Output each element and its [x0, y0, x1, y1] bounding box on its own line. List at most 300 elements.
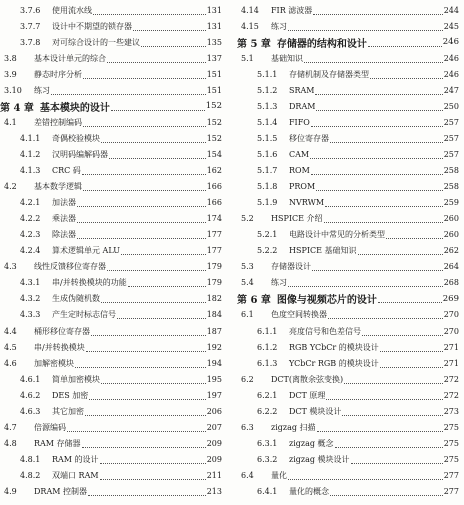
dot-leader	[380, 366, 443, 368]
toc-entry-page: 184	[206, 310, 222, 320]
dot-leader	[91, 334, 206, 336]
toc-entry-page: 272	[443, 374, 459, 384]
toc-entry	[237, 66, 459, 82]
dot-leader	[324, 221, 443, 223]
toc-entry-page: 179	[206, 278, 222, 288]
dot-leader	[101, 382, 206, 384]
dot-leader	[77, 205, 206, 207]
dot-leader	[368, 45, 442, 47]
toc-entry-number: 4.1	[4, 117, 17, 127]
toc-entry	[237, 163, 459, 179]
dot-leader	[121, 253, 206, 255]
toc-entry-title: 其它加密	[52, 406, 84, 416]
toc-entry-number: 6.1	[241, 310, 254, 320]
toc-entry-title: 量化	[271, 470, 287, 480]
toc-entry-title: FIFO	[289, 117, 310, 127]
toc-entry-number: 5.1.5	[257, 133, 278, 143]
dot-leader	[107, 269, 206, 271]
toc-entry-title: 量化的概念	[289, 487, 329, 496]
toc-entry-page: 268	[443, 278, 459, 288]
toc-entry	[0, 227, 222, 243]
dot-leader	[88, 494, 206, 496]
toc-entry-title: zigzag 模块设计	[289, 454, 350, 464]
toc-entry-number: 5.2.2	[257, 246, 278, 256]
toc-entry-title: RAM 存储器	[34, 438, 81, 448]
toc-entry-number: 4.1.1	[20, 133, 41, 143]
toc-entry-number: 4.7	[4, 422, 17, 432]
toc-entry	[0, 451, 222, 467]
toc-entry-page: 174	[206, 214, 222, 224]
toc-entry-page: 177	[206, 246, 222, 256]
toc-entry-number: 6.3.1	[257, 438, 278, 448]
toc-entry-page: 246	[443, 69, 459, 79]
dot-leader	[83, 125, 206, 127]
toc-entry-title: 线性反馈移位寄存器	[34, 262, 106, 272]
toc-entry-page: 192	[206, 342, 222, 352]
toc-entry-title: 存储器设计	[271, 262, 311, 272]
toc-entry-title: 电路设计中常见的分析类型	[289, 230, 385, 240]
toc-entry-page: 137	[206, 53, 222, 63]
toc-entry-title: 基础知识	[271, 53, 303, 63]
toc-entry-title: 加法器	[52, 198, 76, 208]
toc-entry-number: 6.2.2	[257, 406, 278, 416]
toc-entry	[237, 307, 459, 323]
toc-entry	[0, 371, 222, 387]
toc-entry	[237, 387, 459, 403]
toc-entry-title: 除法器	[52, 230, 76, 240]
toc-entry	[0, 403, 222, 419]
toc-entry-title: HSPICE 介绍	[271, 214, 323, 224]
toc-entry-number: 5.1	[241, 53, 254, 63]
toc-entry-page: 275	[443, 438, 459, 448]
toc-entry-number: 4.6.1	[20, 374, 41, 384]
toc-entry-number: 3.10	[4, 85, 22, 95]
toc-entry-number: 4.3.3	[20, 310, 41, 320]
toc-entry-page: 257	[443, 133, 459, 143]
toc-entry-title: HSPICE 基础知识	[289, 246, 357, 256]
toc-entry	[0, 339, 222, 355]
toc-entry	[237, 243, 459, 259]
toc-entry-title: RGB YCbCr 的模块设计	[289, 342, 379, 352]
toc-entry-page: 258	[443, 182, 459, 192]
dot-leader	[342, 414, 442, 416]
dot-leader	[128, 285, 206, 287]
toc-entry-page: 207	[206, 422, 222, 432]
toc-entry-page: 209	[206, 438, 222, 448]
toc-entry-number: 5.2.1	[257, 230, 278, 240]
toc-entry	[0, 211, 222, 227]
toc-entry-page: 151	[206, 85, 222, 95]
toc-entry-number: 4.3	[4, 262, 17, 272]
dot-leader	[111, 109, 205, 111]
toc-entry-title: 算术逻辑单元 ALU	[52, 246, 120, 256]
toc-entry-title: 倍源编码	[34, 422, 66, 432]
toc-entry	[0, 114, 222, 130]
toc-entry-title: 乘法器	[52, 214, 76, 224]
toc-entry	[237, 371, 459, 387]
dot-leader	[288, 478, 443, 480]
toc-entry-page: 182	[206, 294, 222, 304]
toc-entry-page: 154	[206, 149, 222, 159]
toc-entry-title: 桶形移位寄存器	[34, 326, 90, 336]
toc-entry-page: 275	[443, 422, 459, 432]
toc-entry-number: 4.1.3	[20, 166, 41, 175]
toc-entry-number: 6.1.2	[257, 342, 278, 352]
toc-entry-number: 第 6 章	[237, 295, 271, 307]
dot-leader	[315, 93, 442, 95]
toc-entry-number: 4.15	[241, 21, 259, 31]
toc-entry-title: 存储机制及存储器类型	[289, 69, 369, 79]
toc-entry-title: PROM	[289, 182, 316, 192]
toc-entry	[237, 419, 459, 435]
dot-leader	[378, 301, 442, 303]
dot-leader	[100, 478, 206, 480]
toc-entry	[237, 114, 459, 130]
toc-entry	[237, 195, 459, 211]
toc-entry-title: SRAM	[289, 85, 315, 95]
toc-entry	[0, 146, 222, 162]
toc-entry-page: 195	[206, 374, 222, 384]
toc-chapter-entry	[237, 34, 459, 50]
toc-entry-page: 272	[443, 390, 459, 400]
toc-entry-title: 串/并转换模块的功能	[52, 278, 127, 288]
toc-entry-page: 209	[206, 454, 222, 464]
toc-entry-number: 3.9	[4, 69, 17, 79]
toc-entry-number: 5.1.6	[257, 149, 278, 159]
toc-entry-number: 4.5	[4, 342, 17, 352]
toc-entry-number: 6.1.1	[257, 326, 278, 336]
toc-entry	[0, 419, 222, 435]
toc-entry	[0, 484, 222, 500]
dot-leader	[316, 109, 442, 111]
toc-entry-title: 基本数学逻辑	[34, 182, 82, 192]
toc-entry-number: 4.8	[4, 438, 17, 448]
toc-entry	[0, 130, 222, 146]
toc-entry-title: 双端口 RAM	[52, 470, 99, 480]
toc-entry	[0, 435, 222, 451]
toc-entry	[0, 355, 222, 371]
toc-entry-title: 设计中不期望的锁存器	[52, 21, 132, 31]
toc-entry-title: 加解密模块	[34, 358, 74, 368]
toc-entry-page: 260	[443, 214, 459, 224]
toc-entry-title: CAM	[289, 149, 310, 159]
toc-entry	[237, 50, 459, 66]
toc-entry-page: 257	[443, 117, 459, 127]
toc-entry	[237, 130, 459, 146]
dot-leader	[86, 350, 206, 352]
dot-leader	[304, 61, 443, 63]
toc-entry-title: RAM 的设计	[52, 454, 99, 464]
toc-entry-page: 166	[206, 182, 222, 192]
dot-leader	[141, 45, 206, 47]
toc-entry-number: 4.14	[241, 5, 259, 15]
dot-leader	[288, 29, 443, 31]
toc-entry	[0, 179, 222, 195]
toc-entry-page: 166	[206, 198, 222, 208]
toc-entry-title: NVRWM	[289, 198, 325, 208]
toc-entry	[237, 403, 459, 419]
toc-entry	[0, 291, 222, 307]
dot-leader	[311, 125, 443, 127]
toc-entry	[0, 18, 222, 34]
toc-entry-page: 250	[443, 101, 459, 111]
toc-entry-page: 152	[205, 101, 222, 112]
toc-entry-page: 257	[443, 149, 459, 159]
toc-entry	[0, 323, 222, 339]
toc-entry	[237, 179, 459, 195]
toc-entry-number: 5.1.9	[257, 198, 278, 208]
toc-entry-title: 奇偶校验模块	[52, 133, 100, 143]
toc-entry-page: 260	[443, 230, 459, 240]
toc-entry	[0, 387, 222, 403]
toc-entry-page: 197	[206, 390, 222, 400]
dot-leader	[330, 494, 443, 496]
toc-entry-page: 247	[443, 85, 459, 95]
toc-entry-page: 179	[206, 262, 222, 272]
toc-entry	[237, 227, 459, 243]
toc-entry-page: 194	[206, 358, 222, 368]
toc-entry-page: 271	[443, 358, 459, 368]
toc-entry-number: 5.1.4	[257, 117, 278, 127]
toc-entry	[0, 163, 222, 179]
toc-entry-number: 4.3.1	[20, 278, 41, 288]
toc-entry	[0, 243, 222, 259]
dot-leader	[328, 317, 443, 319]
toc-entry	[237, 339, 459, 355]
toc-entry	[237, 146, 459, 162]
toc-entry-number: 6.2	[241, 374, 254, 384]
toc-entry-number: 第 5 章	[237, 38, 271, 50]
toc-entry-page: 135	[206, 37, 222, 47]
dot-leader	[77, 237, 206, 239]
toc-entry	[237, 467, 459, 483]
dot-leader	[82, 446, 206, 448]
toc-entry-title: FIR 滤波器	[271, 5, 313, 15]
toc-entry	[237, 82, 459, 98]
toc-entry-title: 练习	[34, 85, 50, 95]
toc-entry	[237, 98, 459, 114]
toc-entry	[0, 195, 222, 211]
toc-entry-title: zigzag 概念	[289, 438, 334, 448]
toc-entry	[0, 259, 222, 275]
toc-entry	[0, 2, 222, 18]
toc-entry	[0, 275, 222, 291]
dot-leader	[344, 382, 443, 384]
toc-entry-title: 基本设计单元的综合	[34, 53, 106, 63]
toc-entry-page: 213	[206, 487, 222, 496]
toc-entry-page: 177	[206, 230, 222, 240]
toc-entry-number: 6.4	[241, 470, 254, 480]
dot-leader	[362, 334, 443, 336]
toc-entry-title: 移位寄存器	[289, 133, 329, 143]
dot-leader	[358, 253, 443, 255]
toc-entry-page: 246	[442, 37, 459, 48]
toc-entry-number: 5.1.7	[257, 166, 278, 175]
dot-leader	[83, 189, 206, 191]
dot-leader	[51, 93, 206, 95]
toc-entry-number: 5.4	[241, 278, 254, 288]
toc-entry	[237, 275, 459, 291]
dot-leader	[310, 157, 443, 159]
toc-entry-page: 269	[442, 293, 459, 304]
toc-entry-page: 246	[443, 53, 459, 63]
toc-entry-number: 4.6.2	[20, 390, 41, 400]
toc-entry-page: 162	[206, 166, 222, 175]
toc-entry-title: 色度空间转换器	[271, 310, 327, 320]
toc-entry	[0, 467, 222, 483]
dot-leader	[75, 366, 206, 368]
toc-entry-number: 3.7.6	[20, 5, 41, 15]
toc-entry-title: ROM	[289, 166, 310, 175]
toc-entry-title: CRC 码	[52, 166, 81, 175]
toc-entry	[0, 82, 222, 98]
toc-entry-page: 152	[206, 133, 222, 143]
dot-leader	[85, 414, 206, 416]
dot-leader	[89, 398, 205, 400]
toc-entry-title: DRAM 控制器	[34, 487, 87, 496]
toc-entry-title: 存储器的结构和设计	[276, 38, 367, 50]
toc-entry-title: 简单加密模块	[52, 374, 100, 384]
toc-entry-page: 131	[206, 21, 222, 31]
dot-leader	[109, 157, 206, 159]
dot-leader	[316, 189, 443, 191]
dot-leader	[313, 13, 442, 15]
toc-entry-title: 练习	[271, 21, 287, 31]
toc-entry-title: 生成伪随机数	[52, 294, 100, 304]
toc-entry-number: 6.3.2	[257, 454, 278, 464]
toc-entry-page: 271	[443, 342, 459, 352]
toc-entry-number: 4.2	[4, 182, 17, 192]
toc-entry-number: 5.3	[241, 262, 254, 272]
dot-leader	[370, 77, 443, 79]
toc-entry-page: 131	[206, 5, 222, 15]
toc-entry-number: 6.3	[241, 422, 254, 432]
toc-entry-number: 6.2.1	[257, 390, 278, 400]
toc-entry-number: 4.4	[4, 326, 17, 336]
toc-entry-number: 5.2	[241, 214, 254, 224]
toc-entry-page: 275	[443, 454, 459, 464]
toc-entry	[237, 18, 459, 34]
toc-entry-number: 3.7.8	[20, 37, 41, 47]
toc-chapter-entry	[237, 291, 459, 307]
toc-entry-number: 5.1.1	[257, 69, 278, 79]
toc-entry-title: 差错控制编码	[34, 117, 82, 127]
dot-leader	[101, 141, 206, 143]
toc-entry-number: 3.8	[4, 53, 17, 63]
dot-leader	[107, 61, 206, 63]
dot-leader	[133, 29, 206, 31]
toc-entry-number: 3.7.7	[20, 21, 41, 31]
toc-entry	[0, 307, 222, 323]
toc-entry	[0, 34, 222, 50]
toc-entry-number: 4.2.1	[20, 198, 41, 208]
toc-entry-page: 262	[443, 246, 459, 256]
toc-chapter-entry	[0, 98, 222, 114]
dot-leader	[326, 398, 442, 400]
dot-leader	[325, 205, 443, 207]
toc-entry	[237, 259, 459, 275]
toc-entry	[237, 484, 459, 500]
toc-entry-number: 4.3.2	[20, 294, 41, 304]
toc-entry-number: 4.8.1	[20, 454, 41, 464]
toc-entry-number: 第 4 章	[0, 102, 34, 114]
dot-leader	[288, 285, 443, 287]
toc-entry-page: 273	[443, 406, 459, 416]
toc-entry-page: 258	[443, 166, 459, 175]
toc-entry-title: DCT 原理	[289, 390, 326, 400]
toc-entry-page: 277	[443, 487, 459, 496]
dot-leader	[83, 77, 206, 79]
toc-entry-title: DES 加密	[52, 390, 89, 400]
toc-entry-title: 基本模块的设计	[39, 102, 110, 114]
toc-entry-number: 4.2.4	[20, 246, 41, 256]
dot-leader	[317, 430, 443, 432]
dot-leader	[386, 237, 443, 239]
toc-entry-title: 串/并转换模块	[34, 342, 85, 352]
toc-entry-number: 4.2.3	[20, 230, 41, 240]
toc-entry	[0, 66, 222, 82]
toc-entry-number: 4.6	[4, 358, 17, 368]
toc-entry-number: 5.1.8	[257, 182, 278, 192]
toc-entry-page: 206	[206, 406, 222, 416]
toc-entry-title: DCT(离散余弦变换)	[271, 374, 344, 384]
toc-entry-title: DCT 模块设计	[289, 406, 342, 416]
toc-entry-number: 4.1.2	[20, 149, 41, 159]
toc-entry-number: 5.1.3	[257, 101, 278, 111]
toc-entry-title: 汉明码编解码器	[52, 149, 108, 159]
toc-entry-page: 270	[443, 326, 459, 336]
toc-entry-number: 6.4.1	[257, 487, 278, 496]
dot-leader	[311, 173, 443, 175]
dot-leader	[335, 446, 443, 448]
toc-entry-title: DRAM	[289, 101, 316, 111]
dot-leader	[351, 462, 443, 464]
dot-leader	[101, 301, 206, 303]
toc-entry-page: 187	[206, 326, 222, 336]
dot-leader	[330, 141, 443, 143]
toc-entry-title: 使用流水线	[52, 5, 92, 15]
dot-leader	[93, 13, 206, 15]
dot-leader	[117, 317, 206, 319]
toc-entry-title: 对可综合设计的一些建议	[52, 37, 140, 47]
toc-entry	[237, 211, 459, 227]
toc-entry	[237, 2, 459, 18]
dot-leader	[82, 173, 206, 175]
dot-leader	[67, 430, 206, 432]
toc-entry-title: 静态时序分析	[34, 69, 82, 79]
toc-entry-page: 245	[443, 21, 459, 31]
toc-entry-number: 5.1.2	[257, 85, 278, 95]
toc-entry-number: 6.1.3	[257, 358, 278, 368]
toc-entry	[0, 50, 222, 66]
toc-entry	[237, 451, 459, 467]
dot-leader	[100, 462, 206, 464]
toc-entry-page: 151	[206, 69, 222, 79]
toc-entry-page: 259	[443, 198, 459, 208]
toc-entry-page: 270	[443, 310, 459, 320]
toc-entry-title: YCbCr RGB 的模块设计	[289, 358, 379, 368]
toc-entry-title: 产生定时标志信号	[52, 310, 116, 320]
toc-entry-title: 图像与视频芯片的设计	[276, 295, 377, 307]
toc-entry-number: 4.6.3	[20, 406, 41, 416]
toc-entry-page: 152	[206, 117, 222, 127]
toc-entry-number: 4.9	[4, 487, 17, 496]
toc-entry-page: 244	[443, 5, 459, 15]
dot-leader	[380, 350, 443, 352]
toc-entry-number: 4.2.2	[20, 214, 41, 224]
toc-entry-title: 练习	[271, 278, 287, 288]
toc-entry-page: 211	[206, 470, 222, 480]
